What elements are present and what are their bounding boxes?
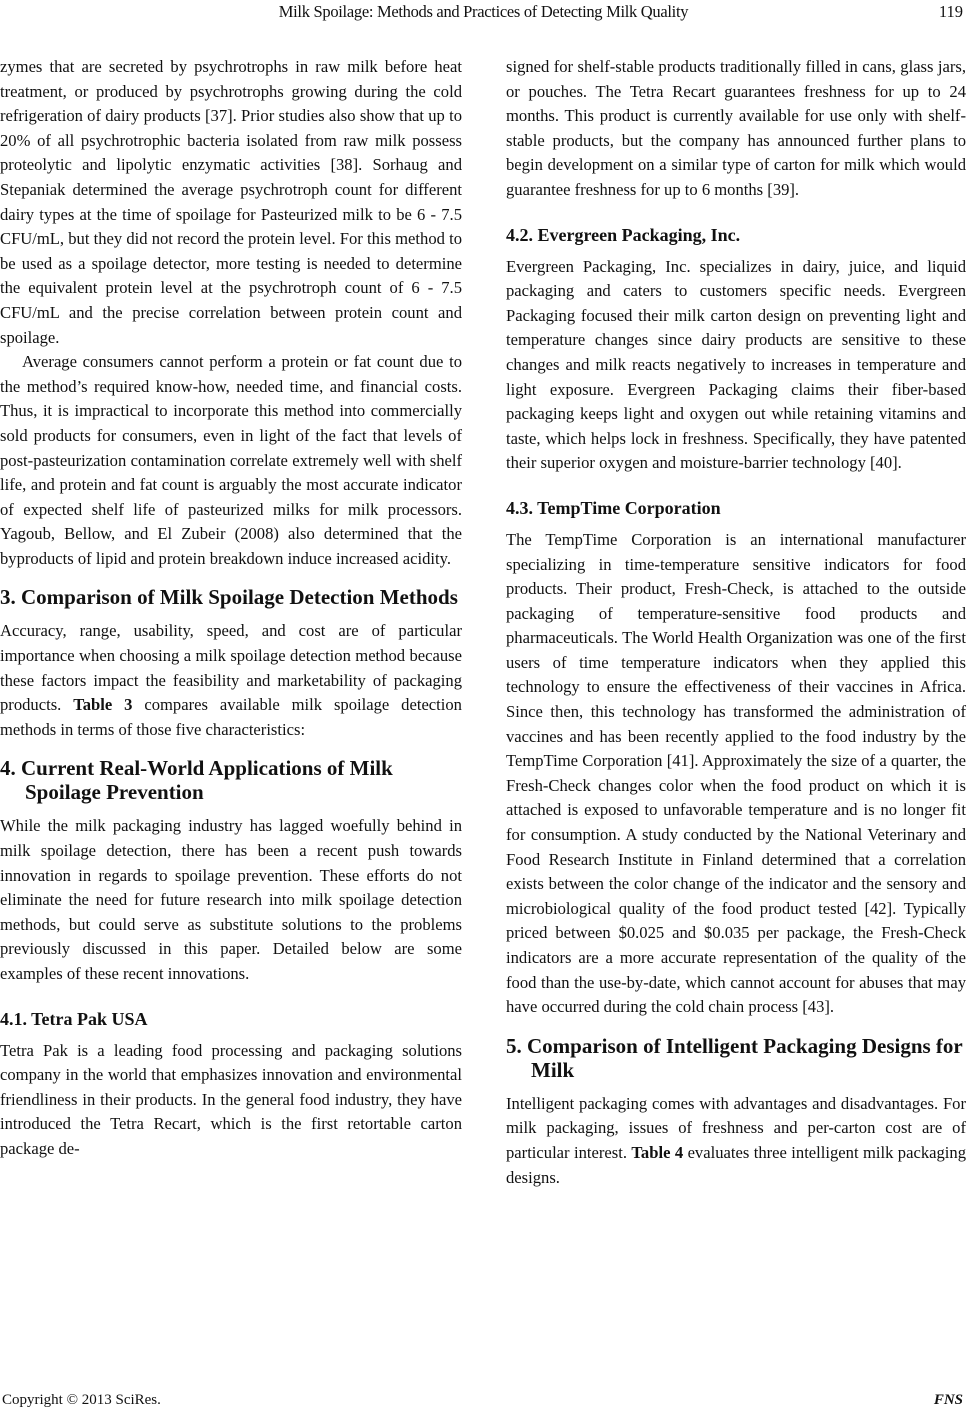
- paragraph: signed for shelf-stable products traditionally filled in cans, glass jars, or pouches. The Tetra Recart guarantees freshness for up to 24 months. This product is currently available for use only with shelf-stable products, but the company has announced further plans to begin development on a similar type of carton for milk which would guarantee freshness for up to 6 months [39].: [506, 57, 966, 199]
- subsection-heading-4-2: 4.2. Evergreen Packaging, Inc.: [506, 224, 741, 245]
- running-title: Milk Spoilage: Methods and Practices of Detecting Milk Quality: [278, 2, 689, 21]
- paragraph: zymes that are secreted by psychrotrophs in raw milk before heat treatment, or produced by psychrotrophs growing during the cold refrigeration of dairy products [37]. Prior studies also show that up to 20% of all psychrotrophic bacteria isolated from raw milk possess proteolytic and lipolytic enzymatic activities [38]. Sorhaug and Stepaniak determined the average psychrotroph count for different dairy types at the time of spoilage for Pasteurized milk to be 6 - 7.5 CFU/mL, but they did not record the protein level. For this method to be used as a spoilage detector, more testing is needed to determine the equivalent protein level at the psychrotroph count of 6 - 7.5 CFU/mL and the precise correlation between protein count and spoilage.: [0, 57, 462, 347]
- table-reference[interactable]: Table 4: [631, 1142, 684, 1162]
- paragraph: While the milk packaging industry has lagged woefully behind in milk spoilage detection, there has been a recent push towards innovation in regards to spoilage prevention. These efforts do not eliminate the need for future research into milk spoilage detection methods, but could serve as substitute solutions to the problems previously discussed in this paper. Detailed below are some examples of these recent innovations.: [0, 816, 462, 983]
- paragraph: Evergreen Packaging, Inc. specializes in dairy, juice, and liquid packaging and caters to customers specific needs. Evergreen Packaging focused their milk carton design on preventing light and temperature changes since dairy products are sensitive to these changes and milk reacts negatively to increases in temperature and light exposure. Evergreen Packaging claims their fiber-based packaging keeps light and oxygen out while retaining vitamins and taste, which helps lock in freshness. Specifically, they have patented their superior oxygen and moisture-barrier technology [40].: [506, 256, 966, 473]
- left-column: [0, 55, 462, 1162]
- text: compares available milk spoilage detection methods in terms of those five characteristics:: [0, 695, 462, 739]
- text: Intelligent packaging comes with advantages and disadvantages. For milk packaging, issues of freshness and per-carton cost are of particular interest.: [506, 1093, 966, 1162]
- page-footer: [0, 1390, 967, 1412]
- journal-abbreviation: FNS: [933, 1392, 963, 1408]
- section-heading-4: 4. Current Real-World Applications of Milk Spoilage Prevention: [0, 756, 393, 805]
- paragraph: [0, 619, 462, 742]
- running-head: [0, 0, 967, 26]
- section-heading-3: 3. Comparison of Milk Spoilage Detection Methods: [0, 585, 458, 610]
- page-number: 119: [938, 2, 963, 21]
- paragraph: Average consumers cannot perform a protein or fat count due to the method’s required know-how, needed time, and financial costs. Thus, it is impractical to incorporate this method into commercially sold products for consumers, even in light of the fact that levels of post-pasteurization contamination correlate extremely well with shelf life, and protein and fat count is arguably the most accurate indicator of expected shelf life of pasteurized milks for milk processors. Yagoub, Bellow, and El Zubeir (2008) also determined that the byproducts of lipid and protein breakdown induce increased acidity.: [0, 352, 462, 568]
- copyright-notice: Copyright © 2013 SciRes.: [2, 1392, 161, 1408]
- paragraph: Tetra Pak is a leading food processing and packaging solutions company in the world that emphasizes innovation and environmental friendliness in their products. In the general food industry, they have introduced the Tetra Recart, which is the first retortable carton package de-: [0, 1040, 462, 1158]
- text: Accuracy, range, usability, speed, and cost are of particular importance when choosing a milk spoilage detection method because these factors impact the feasibility and marketability of packaging products.: [0, 621, 462, 715]
- paragraph: The TempTime Corporation is an international manufacturer specializing in time-temperature sensitive indicators for food products. Their product, Fresh-Check, is attached to the outside packaging of temperature-sensitive food products and pharmaceuticals. The World Health Organization was one of the first users of time temperature indicators when they applied this technology to ensure the effectiveness of their vaccines in Africa. Since then, this technology has transformed the administration of vaccines and has been recently applied to the food industry by the TempTime Corporation [41]. Approximately the size of a quarter, the Fresh-Check changes color when the food product on which it is attached is exposed to unfavorable temperature and is no longer fit for consumption. A study conducted by the National Veterinary and Food Research Institute in Finland determined that a correlation exists between the color change of the indicator and the sensory and microbiological quality of the food product tested [42]. Typically priced between $0.025 and $0.035 per package, the Fresh-Check indicators are a more accurate representation of the quality of the food than the use-by-date, which cannot account for abuses that may have occurred during the cold chain process [43].: [506, 529, 966, 1017]
- text: evaluates three intelligent milk packaging designs.: [506, 1142, 966, 1187]
- subsection-heading-4-1: 4.1. Tetra Pak USA: [0, 1008, 148, 1029]
- paragraph: [506, 1092, 966, 1190]
- table-reference[interactable]: Table 3: [73, 695, 133, 715]
- subsection-heading-4-3: 4.3. TempTime Corporation: [506, 497, 721, 518]
- right-column: [506, 55, 966, 1190]
- section-heading-5: 5. Comparison of Intelligent Packaging Designs for Milk: [506, 1033, 963, 1082]
